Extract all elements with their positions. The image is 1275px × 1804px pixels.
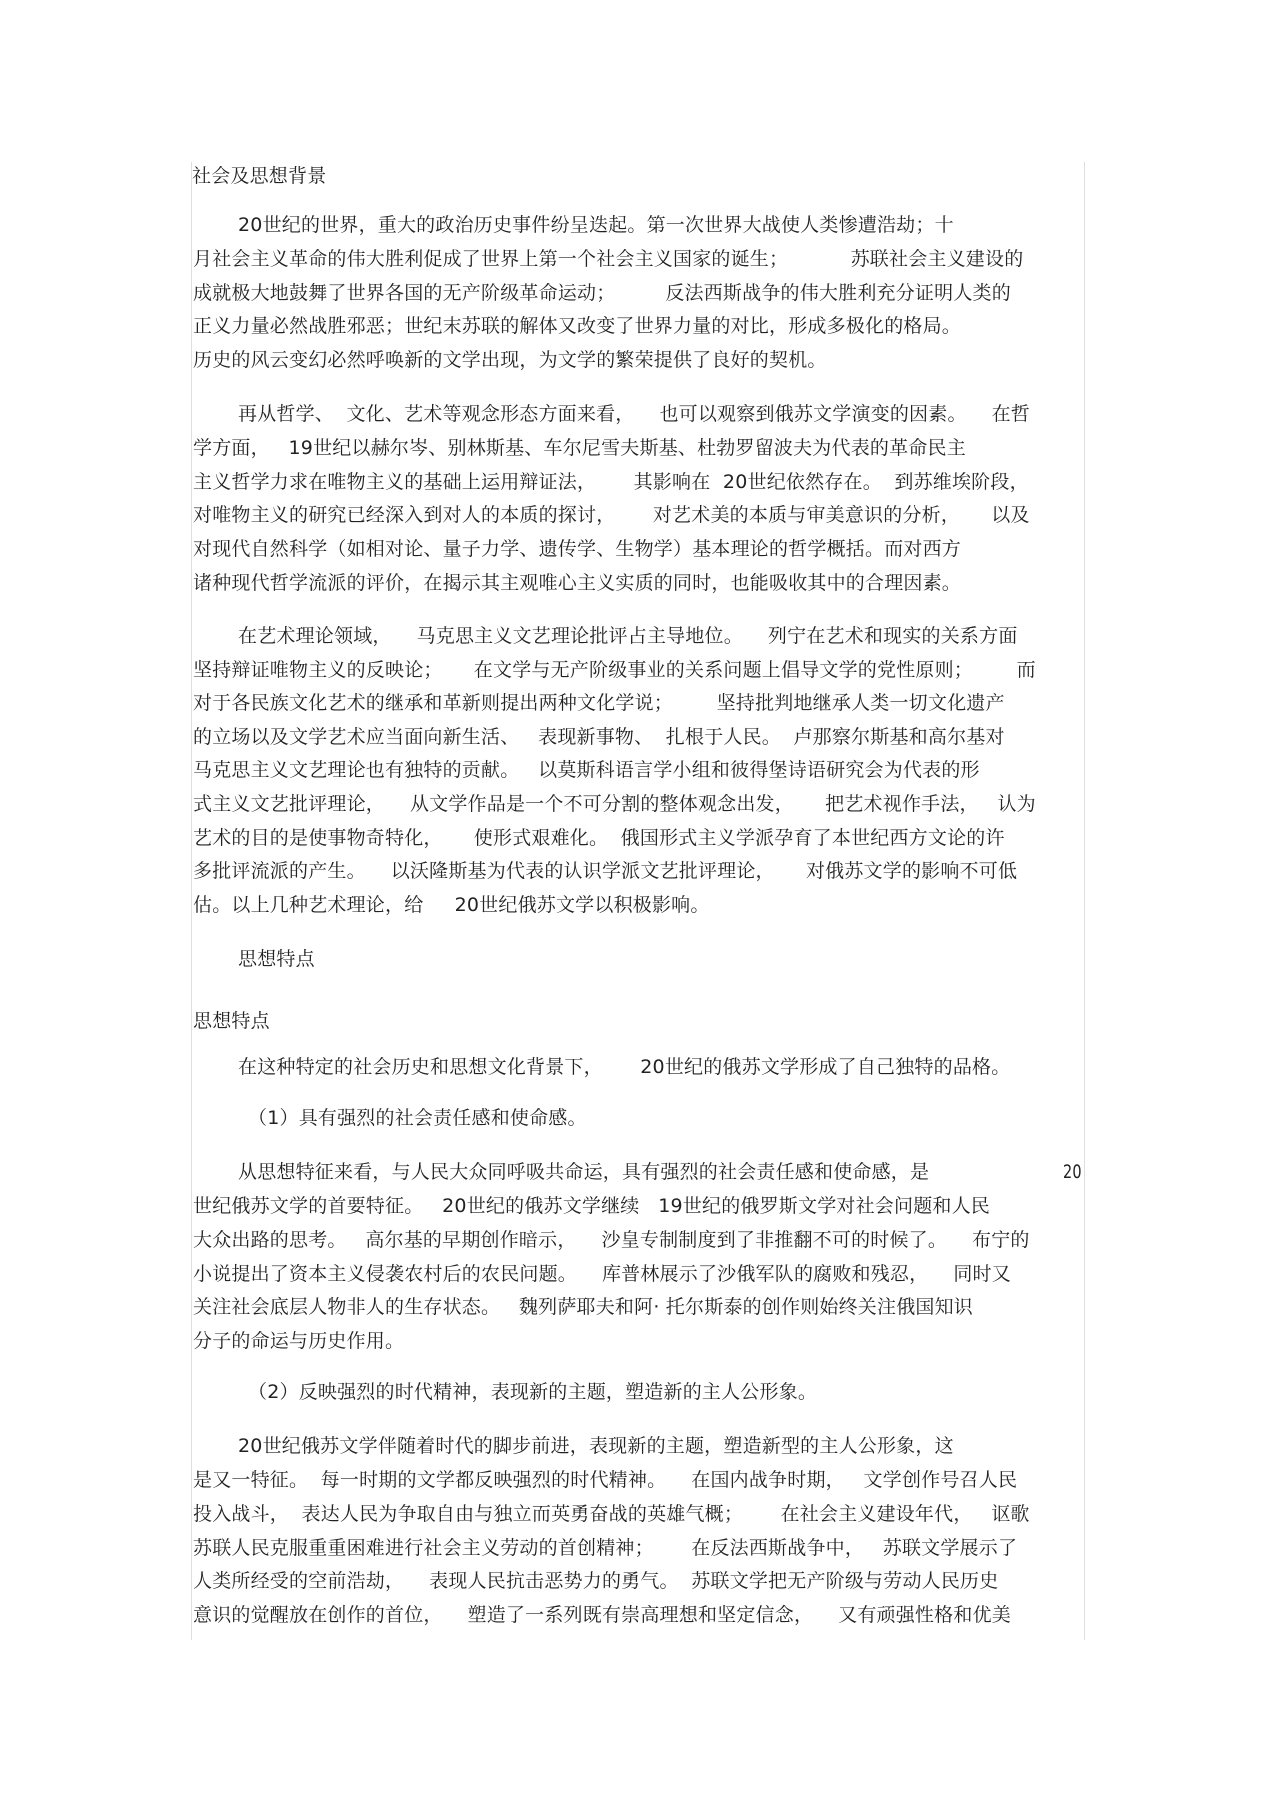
text-line: 投入战斗， 表达人民为争取自由与独立而英勇奋战的英雄气概； 在社会主义建设年代， 讴歌: [193, 1503, 1030, 1525]
text-line: 意识的觉醒放在创作的首位， 塑造了一系列既有崇高理想和坚定信念， 又有顽强性格和优美: [193, 1604, 1011, 1626]
text-line: 世纪俄苏文学的首要特征。 20世纪的俄苏文学继续 19世纪的俄罗斯文学对社会问题和人民: [193, 1195, 990, 1217]
text-line: 小说提出了资本主义侵袭农村后的农民问题。 库普林展示了沙俄军队的腐败和残忍， 同时又: [193, 1263, 1011, 1285]
text-line: 多批评流派的产生。 以沃隆斯基为代表的认识学派文艺批评理论， 对俄苏文学的影响不可低: [193, 860, 1018, 882]
text-line: 艺术的目的是使事物奇特化， 使形式艰难化。 俄国形式主义学派孕育了本世纪西方文论的许: [193, 827, 1005, 849]
text-line: 社会及思想背景: [192, 165, 327, 187]
text-line: （2）反映强烈的时代精神，表现新的主题，塑造新的主人公形象。: [248, 1381, 818, 1403]
text-line: 在艺术理论领域， 马克思主义文艺理论批评占主导地位。 列宁在艺术和现实的关系方面: [238, 625, 1018, 647]
right-margin-rule: [1084, 162, 1085, 1640]
text-line: 诸种现代哲学流派的评价，在揭示其主观唯心主义实质的同时，也能吸收其中的合理因素。: [193, 572, 962, 594]
text-line: 学方面， 19世纪以赫尔岑、别林斯基、车尔尼雪夫斯基、杜勃罗留波夫为代表的革命民主: [193, 437, 966, 459]
left-margin-rule: [191, 162, 192, 1640]
text-line: 对唯物主义的研究已经深入到对人的本质的探讨， 对艺术美的本质与审美意识的分析， 以及: [193, 504, 1030, 526]
text-line: 估。以上几种艺术理论，给 20世纪俄苏文学以积极影响。: [193, 894, 710, 916]
text-line: 人类所经受的空前浩劫， 表现人民抗击恶势力的勇气。 苏联文学把无产阶级与劳动人民历史: [193, 1570, 999, 1592]
text-line: 思想特点: [193, 1010, 270, 1032]
text-line: 20世纪的世界，重大的政治历史事件纷呈迭起。第一次世界大战使人类惨遭浩劫；十: [238, 214, 954, 236]
text-line: 在这种特定的社会历史和思想文化背景下， 20世纪的俄苏文学形成了自己独特的品格。: [238, 1056, 1011, 1078]
text-line: 从思想特征来看，与人民大众同呼吸共命运，具有强烈的社会责任感和使命感，是: [238, 1161, 930, 1183]
text-line: 20世纪俄苏文学伴随着时代的脚步前进，表现新的主题，塑造新型的主人公形象，这: [238, 1435, 954, 1457]
text-line: 20: [1063, 1161, 1082, 1183]
text-line: （1）具有强烈的社会责任感和使命感。: [248, 1107, 587, 1129]
text-line: 正义力量必然战胜邪恶；世纪末苏联的解体又改变了世界力量的对比，形成多极化的格局。: [193, 315, 962, 337]
text-line: 的立场以及文学艺术应当面向新生活、 表现新事物、 扎根于人民。 卢那察尔斯基和高尔基对: [193, 726, 1005, 748]
text-line: 式主义文艺批评理论， 从文学作品是一个不可分割的整体观念出发， 把艺术视作手法， 认为: [193, 793, 1036, 815]
text-line: 大众出路的思考。 高尔基的早期创作暗示， 沙皇专制制度到了非推翻不可的时候了。 布宁的: [193, 1229, 1030, 1251]
text-line: 对于各民族文化艺术的继承和革新则提出两种文化学说； 坚持批判地继承人类一切文化遗产: [193, 692, 1005, 714]
text-line: 坚持辩证唯物主义的反映论； 在文学与无产阶级事业的关系问题上倡导文学的党性原则； 而: [193, 659, 1036, 681]
text-line: 月社会主义革命的伟大胜利促成了世界上第一个社会主义国家的诞生； 苏联社会主义建设的: [193, 248, 1024, 270]
text-line: 思想特点: [238, 948, 315, 970]
text-line: 成就极大地鼓舞了世界各国的无产阶级革命运动； 反法西斯战争的伟大胜利充分证明人类的: [193, 282, 1011, 304]
text-line: 是又一特征。 每一时期的文学都反映强烈的时代精神。 在国内战争时期， 文学创作号召人民: [193, 1469, 1018, 1491]
text-line: 再从哲学、 文化、艺术等观念形态方面来看， 也可以观察到俄苏文学演变的因素。 在哲: [238, 403, 1030, 425]
text-line: 苏联人民克服重重困难进行社会主义劳动的首创精神； 在反法西斯战争中， 苏联文学展示了: [193, 1537, 1018, 1559]
text-line: 主义哲学力求在唯物主义的基础上运用辩证法， 其影响在 20世纪依然存在。 到苏维埃阶段，: [193, 471, 1029, 493]
text-line: 马克思主义文艺理论也有独特的贡献。 以莫斯科语言学小组和彼得堡诗语研究会为代表的形: [193, 759, 980, 781]
text-line: 历史的风云变幻必然呼唤新的文学出现，为文学的繁荣提供了良好的契机。: [193, 349, 827, 371]
text-line: 关注社会底层人物非人的生存状态。 魏列萨耶夫和阿· 托尔斯泰的创作则始终关注俄国知识: [193, 1296, 973, 1318]
text-line: 对现代自然科学（如相对论、量子力学、遗传学、生物学）基本理论的哲学概括。而对西方: [193, 538, 962, 560]
text-line: 分子的命运与历史作用。: [193, 1330, 405, 1352]
